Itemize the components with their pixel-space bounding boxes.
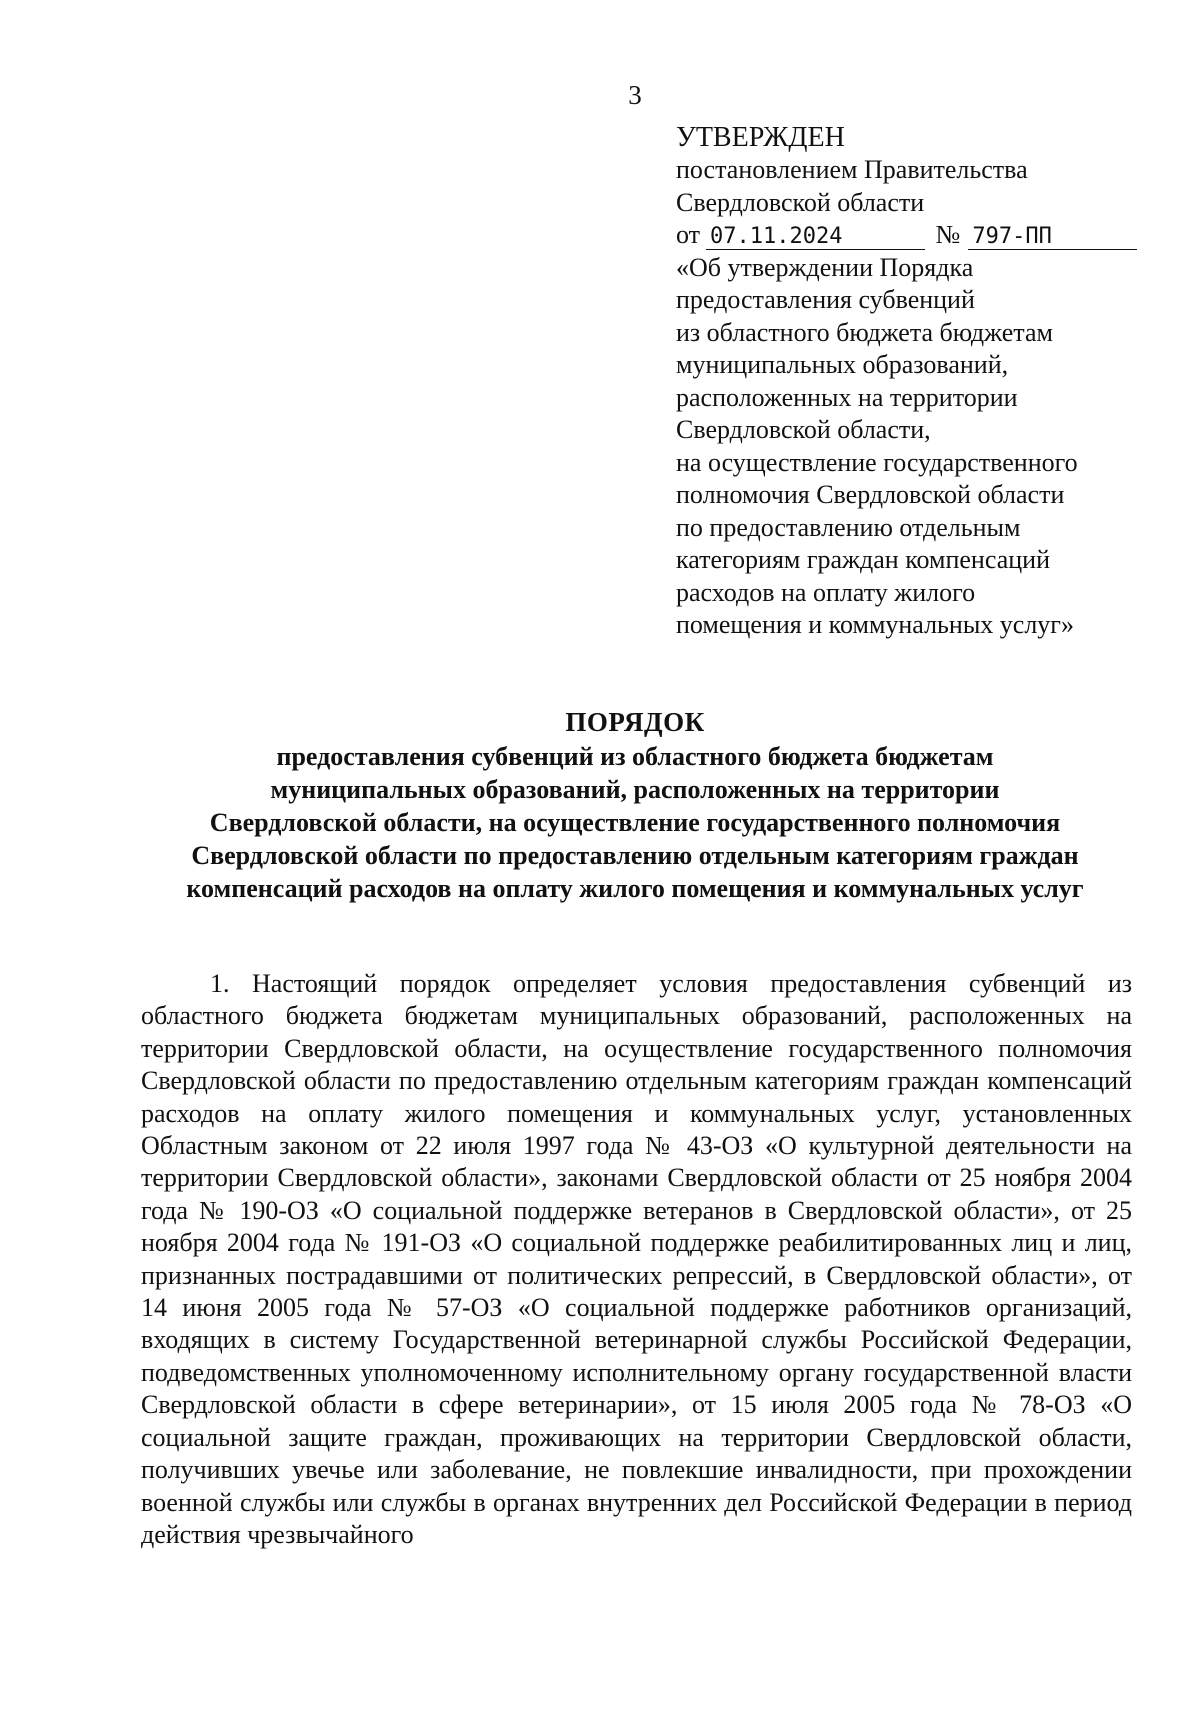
approval-date-line bbox=[676, 219, 1116, 252]
approval-subject-line: по предоставлению отдельным bbox=[676, 512, 1021, 542]
approval-block bbox=[676, 122, 1116, 642]
approval-subject-line: на осуществление государственного bbox=[676, 447, 1078, 477]
approval-subject-line: муниципальных образований, bbox=[676, 350, 1009, 379]
approval-subject-line: полномочия Свердловской области bbox=[676, 480, 1065, 509]
approval-subject-line: из областного бюджета бюджетам bbox=[676, 317, 1053, 347]
approval-subject-line: Свердловской области, bbox=[676, 415, 931, 444]
number-sign: № bbox=[935, 220, 961, 249]
date-prefix: от bbox=[676, 220, 701, 249]
document-title-line: муниципальных образований, расположенных на территории bbox=[270, 775, 1000, 804]
approval-number: 797-ПП bbox=[968, 225, 1137, 250]
body-paragraph: 1. Настоящий порядок определяет условия предоставления субвенций из областного бюджета бюджетам муниципальных образований, расположенных на территории Свердловской области, на осуществление государственного полномочия Свердловской области по предоставлению отдельным категориям граждан компенсаций расходов на оплату жилого помещения и коммунальных услуг, установленных Областным законом от 22 июля 1997 года № 43-ОЗ «О культурной деятельности на территории Свердловской области», законами Свердловской области от 25 ноября 2004 года № 190-ОЗ «О социальной поддержке ветеранов в Свердловской области», от 25 ноября 2004 года № 191-ОЗ «О социальной поддержке реабилитированных лиц и лиц, признанных пострадавшими от политических репрессий, в Свердловской области», от 14 июня 2005 года № 57-ОЗ «О социальной поддержке работников организаций, входящих в систему Государственной ветеринарной службы Российской Федерации, подведомственных уполномоченному исполнительному органу государственной власти Свердловской области в сфере ветеринарии», от 15 июля 2005 года № 78-ОЗ «О социальной защите граждан, проживающих на территории Свердловской области, получивших увечье или заболевание, не повлекшие инвалидности, при прохождении военной службы или службы в органах внутренних дел Российской Федерации в период действия чрезвычайного bbox=[141, 969, 1132, 1549]
document-title-main: ПОРЯДОК bbox=[565, 707, 705, 737]
document-title-line: предоставления субвенций из областного бюджета бюджетам bbox=[276, 742, 994, 771]
document-title-line: Свердловской области, на осуществление государственного полномочия bbox=[209, 808, 1061, 837]
page-number: 3 bbox=[628, 80, 642, 110]
document-title-line: Свердловской области по предоставлению отдельным категориям граждан bbox=[191, 841, 1079, 870]
approval-line: Свердловской области bbox=[676, 187, 925, 217]
document-title-line: компенсаций расходов на оплату жилого помещения и коммунальных услуг bbox=[186, 874, 1084, 903]
approval-line: постановлением Правительства bbox=[676, 155, 1028, 184]
approval-subject-line: помещения и коммунальных услуг» bbox=[676, 610, 1074, 639]
approval-subject-line: расходов на оплату жилого bbox=[676, 577, 976, 607]
approval-subject-line: расположенных на территории bbox=[676, 382, 1018, 412]
approval-subject-line: категориям граждан компенсаций bbox=[676, 545, 1050, 574]
document-title bbox=[0, 706, 1200, 905]
approval-subject-line: «Об утверждении Порядка bbox=[676, 252, 974, 282]
approval-subject-line: предоставления субвенций bbox=[676, 285, 975, 314]
approval-date: 07.11.2024 bbox=[706, 225, 925, 250]
approval-heading: УТВЕРЖДЕН bbox=[676, 122, 845, 153]
